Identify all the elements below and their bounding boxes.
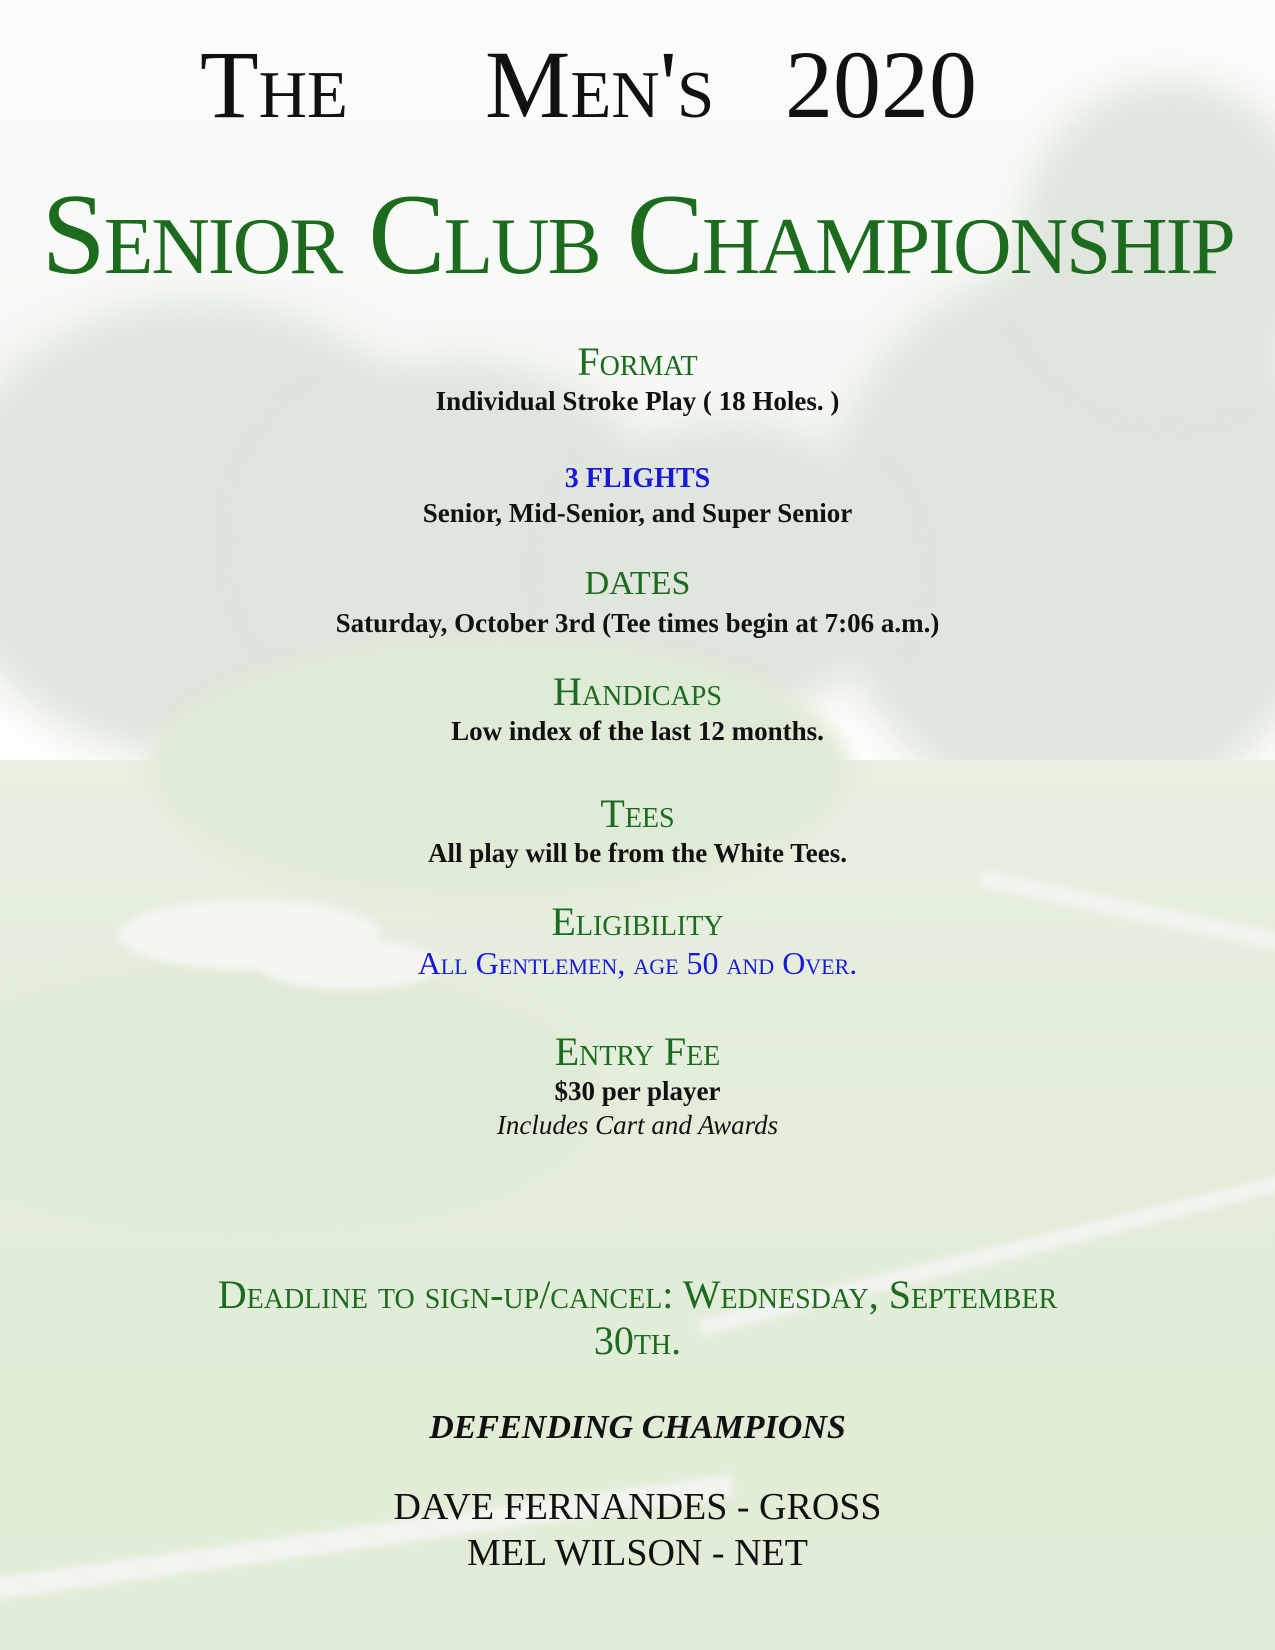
eligibility-heading: Eligibility (551, 899, 724, 944)
title-line-1 (0, 30, 1275, 140)
flights-heading: 3 FLIGHTS (564, 463, 711, 494)
handicaps-heading: Handicaps (553, 669, 722, 714)
format-text: Individual Stroke Play ( 18 Holes. ) (435, 386, 840, 416)
deadline-line-2: 30th. (593, 1318, 682, 1363)
tees-heading: Tees (600, 791, 675, 836)
title-year: 2020 (785, 31, 977, 138)
champion-net: MEL WILSON - NET (467, 1532, 808, 1574)
format-section (0, 340, 1275, 418)
entry-fee-note: Includes Cart and Awards (496, 1110, 779, 1140)
champion-gross: DAVE FERNANDES - GROSS (393, 1486, 882, 1528)
deadline-section (0, 1272, 1275, 1364)
tees-text: All play will be from the White Tees. (427, 838, 847, 868)
title-word-mens: Men's (485, 31, 715, 138)
champions-section (0, 1408, 1275, 1576)
dates-text: Saturday, October 3rd (Tee times begin at 7:06 a.m.) (335, 608, 940, 638)
handicaps-section (0, 670, 1275, 748)
flights-section (0, 462, 1275, 530)
handicaps-text: Low index of the last 12 months. (451, 716, 824, 746)
entry-fee-heading: Entry Fee (554, 1029, 721, 1074)
title-senior-club-championship: Senior Club Championship (41, 171, 1234, 299)
deadline-line-1: Deadline to sign-up/cancel: Wednesday, September (217, 1272, 1058, 1317)
tees-section (0, 792, 1275, 870)
dates-heading: DATES (584, 565, 691, 602)
format-heading: Format (577, 339, 698, 384)
dates-section (0, 562, 1275, 640)
flights-text: Senior, Mid-Senior, and Super Senior (422, 498, 853, 528)
eligibility-section (0, 900, 1275, 982)
champions-heading: DEFENDING CHAMPIONS (429, 1409, 846, 1446)
entry-fee-section (0, 1030, 1275, 1142)
entry-fee-text: $30 per player (554, 1076, 721, 1106)
title-word-the: The (200, 31, 348, 138)
eligibility-text: All Gentlemen, age 50 and Over. (417, 945, 858, 981)
